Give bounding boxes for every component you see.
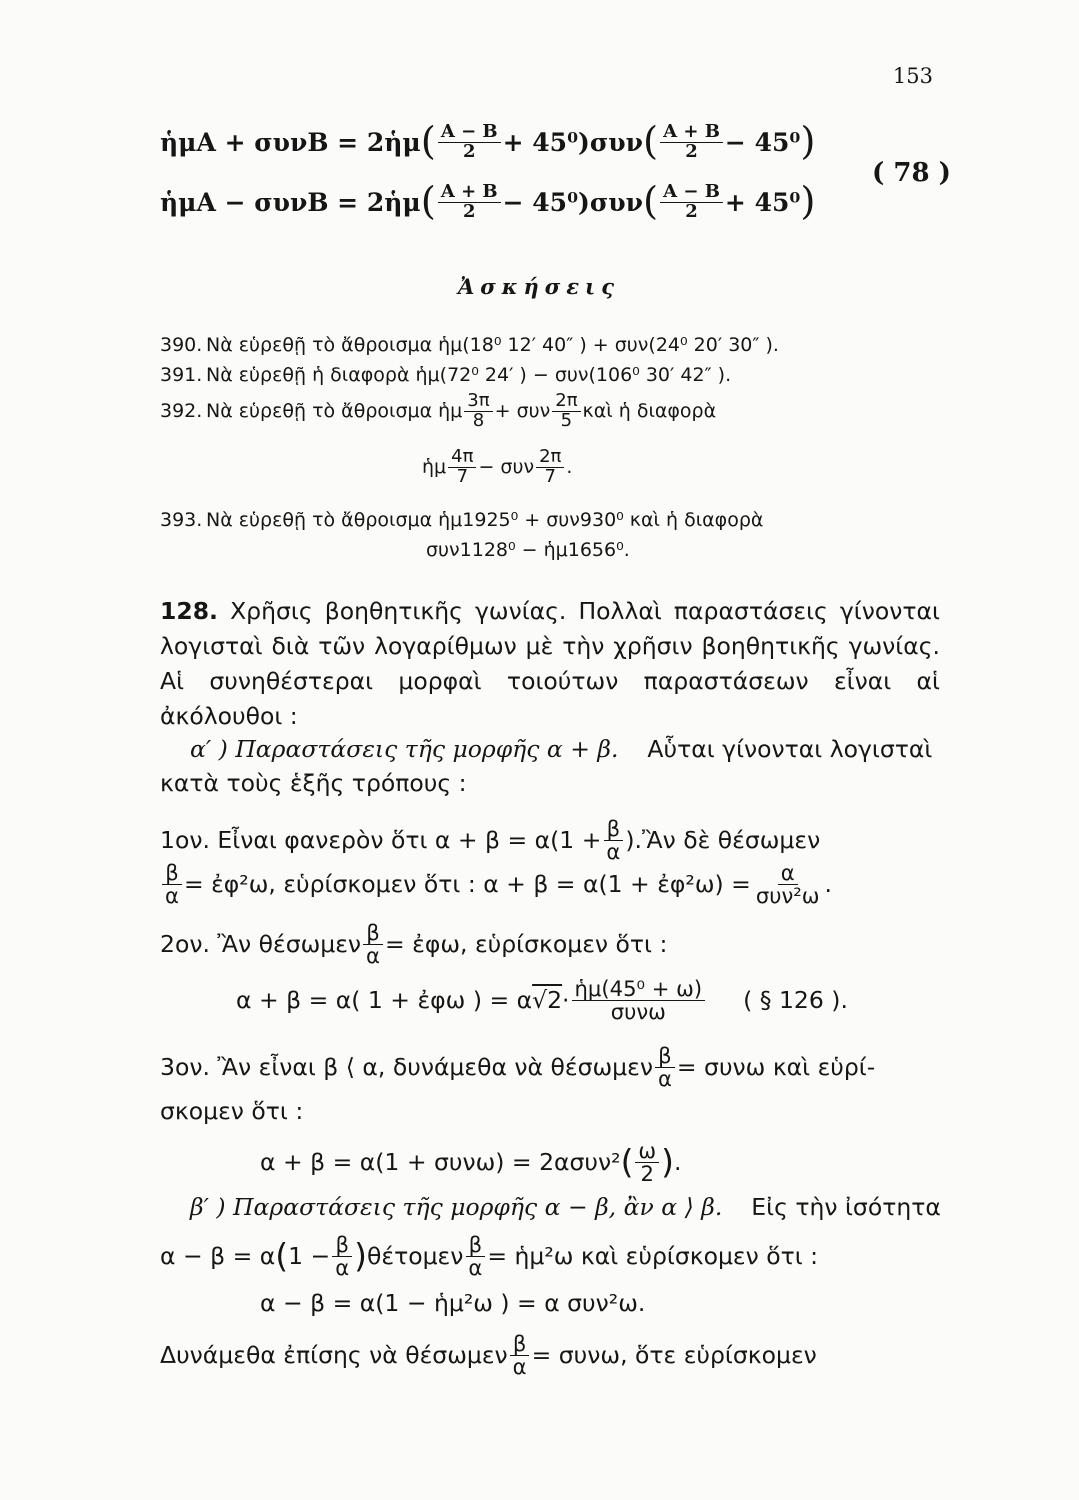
- case-b-line-2: α − β = α ( 1 − $\frac{\beta}{\alpha}$ ) θέτομεν $\frac{\beta}{\alpha}$ = ἡμ²ω καὶ εὑρίσκομεν ὅτι :: [160, 1232, 819, 1281]
- exercise-391: 391. Νὰ εὑρεθῇ ἡ διαφορὰ ἡμ(72⁰ 24′ ) − συν(106⁰ 30′ 42″ ).: [160, 364, 732, 386]
- section-128-intro: [160, 594, 940, 734]
- formula-2-frac-2-den: 2: [685, 200, 698, 222]
- formula-2-frac-1-num: Α + Β: [438, 183, 501, 203]
- last-line: Δυνάμεθα ἐπίσης νὰ θέσωμεν $\frac{\beta}{\alpha}$ = συνω, ὅτε εὑρίσκομεν: [160, 1331, 817, 1380]
- case-a-heading-line-2: κατὰ τοὺς ἑξῆς τρόπους :: [160, 769, 467, 797]
- exercise-392-line-2: ἡμ $\frac{4\pi}{7}$ − συν $\frac{2\pi}{7}$ .: [422, 446, 573, 487]
- equation-number: ( 78 ): [872, 158, 951, 188]
- case-b-heading: β′ ) Παραστάσεις τῆς μορφῆς α − β, ἂν α ⟩ β. Εἰς τὴν ἰσότητα: [190, 1193, 941, 1221]
- formula-1-tail: − 45⁰: [724, 127, 801, 157]
- formula-1-frac-2-den: 2: [685, 140, 698, 162]
- formula-2-tail: + 45⁰: [724, 187, 801, 217]
- exercise-390: 390. Νὰ εὑρεθῇ τὸ ἄθροισμα ἡμ(18⁰ 12′ 40″ ) + συν(24⁰ 20′ 30″ ).: [160, 334, 779, 356]
- exercise-393: 393. Νὰ εὑρεθῇ τὸ ἄθροισμα ἡμ1925⁰ + συν930⁰ καὶ ἡ διαφορὰ: [160, 509, 764, 531]
- formula-line-2: ἡμΑ − συνΒ = 2ἡμ ( $\frac{A + B}{2}$ − 45⁰)συν ( $\frac{A - B}{2}$ + 45⁰ ): [160, 178, 816, 224]
- case-b-equation: α − β = α(1 − ἡμ²ω ) = α συν²ω.: [260, 1289, 646, 1317]
- case-3: 3ον. Ἂν εἶναι β ⟨ α, δυνάμεθα νὰ θέσωμεν $\frac{\beta}{\alpha}$ = συνω καὶ εὑρί-: [160, 1043, 876, 1092]
- case-a-heading: α′ ) Παραστάσεις τῆς μορφῆς α + β. Αὗται γίνονται λογισταὶ: [190, 735, 933, 763]
- case-3-equation: α + β = α(1 + συνω) = 2ασυν² ( $\frac{\omega}{2}$ ) .: [260, 1138, 682, 1187]
- section-number: 128.: [160, 597, 218, 625]
- formula-2-lhs: ἡμΑ − συνΒ = 2ἡμ: [160, 187, 421, 217]
- formula-line-1: ἡμΑ + συνΒ = 2ἡμ ( $\frac{A - B}{2}$ + 45⁰)συν ( $\frac{A + B}{2}$ − 45⁰ ): [160, 118, 816, 164]
- exercise-393-line-2: συν1128⁰ − ἡμ1656⁰.: [426, 539, 630, 561]
- case-2-equation: α + β = α( 1 + ἐφω ) = α √2 · $\frac{\text{ἡμ(45⁰ + ω)}}{\text{συνω}}$ ( § 126 ).: [236, 976, 848, 1025]
- formula-1-lhs: ἡμΑ + συνΒ = 2ἡμ: [160, 127, 421, 157]
- formula-2-frac-2-num: Α − Β: [660, 183, 723, 203]
- formula-1-frac-1-num: Α − Β: [438, 123, 501, 143]
- exercises-heading: Ἀσκήσεις: [458, 274, 620, 299]
- formula-1-mid: + 45⁰)συν: [502, 127, 643, 157]
- formula-2-mid: − 45⁰)συν: [502, 187, 643, 217]
- section-title: Χρῆσις βοηθητικῆς γωνίας.: [230, 597, 567, 625]
- formula-1-frac-1-den: 2: [462, 140, 476, 162]
- page-number: 153: [892, 64, 933, 88]
- formula-1-frac-2-num: Α + Β: [660, 123, 723, 143]
- case-1-line-2: $\frac{\beta}{\alpha}$ = ἐφ²ω, εὑρίσκομεν ὅτι : α + β = α(1 + ἐφ²ω) = $\frac{\alpha}{\text{συν²ω}}$ .: [160, 862, 832, 907]
- case-3-line-2: σκομεν ὅτι :: [160, 1097, 304, 1125]
- formula-2-frac-1-den: 2: [462, 200, 476, 222]
- exercise-392: 392. Νὰ εὑρεθῇ τὸ ἄθροισμα ἡμ $\frac{3\pi}{8}$ + συν $\frac{2\pi}{5}$ καὶ ἡ διαφορὰ: [160, 390, 717, 431]
- formula-78: [160, 112, 815, 232]
- case-1: 1ον. Εἶναι φανερὸν ὅτι α + β = α (1 + $\frac{\beta}{\alpha}$ ). Ἂν δὲ θέσωμεν: [160, 816, 821, 865]
- section-intro-text: Πολλαὶ παραστάσεις γίνονται λογισταὶ διὰ τῶν λογαρίθμων μὲ τὴν χρῆσιν βοηθητικῆς γωνίας. Αἱ συνηθέστεραι μορφαὶ τοιούτων παραστάσεων εἶναι αἱ ἀκόλουθοι :: [160, 597, 940, 730]
- case-2: 2ον. Ἂν θέσωμεν $\frac{\beta}{\alpha}$ = ἐφω, εὑρίσκομεν ὅτι :: [160, 920, 668, 969]
